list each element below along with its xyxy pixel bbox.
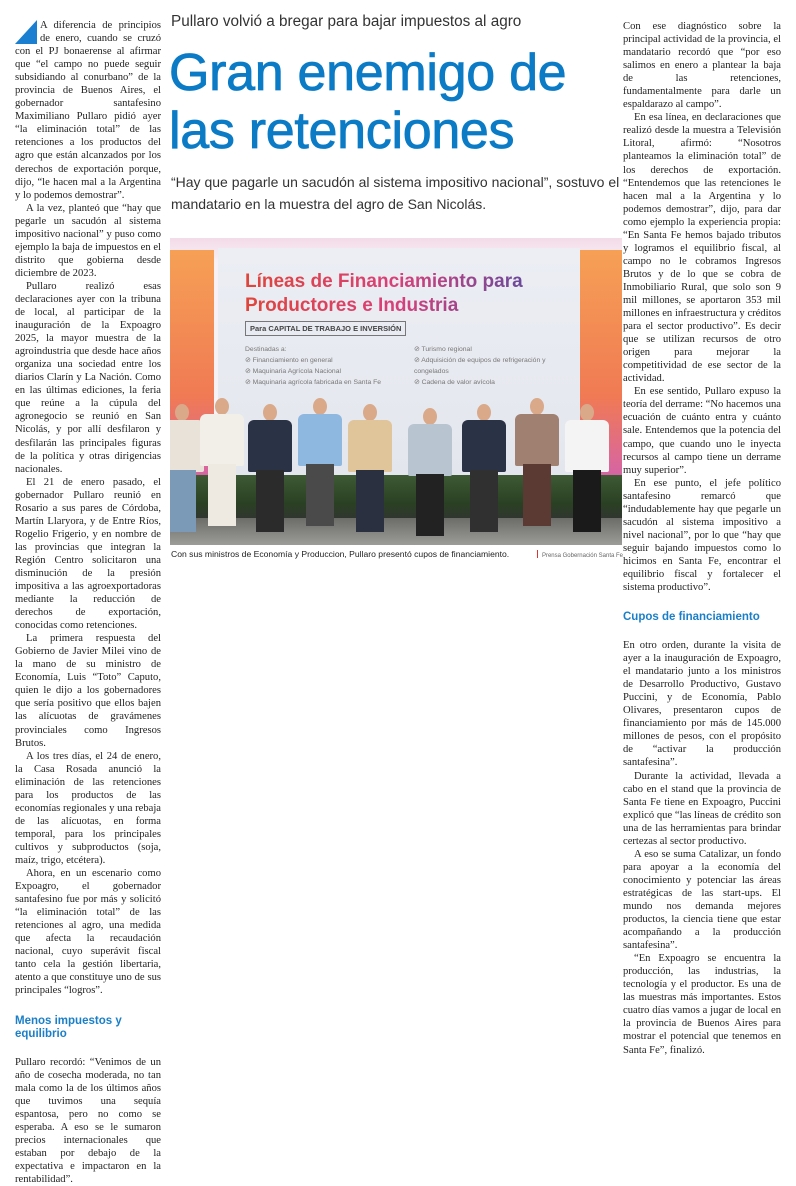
paragraph: A los tres días, el 24 de enero, la Casa Rosada anunció la eliminación de las retenciones para los productos de las economías regionales y una rebaja de las alícuotas, en forma temporal, para los principales cultivos y subproductos (soja, maíz, trigo, etcétera). <box>15 750 161 866</box>
screen-list-item: ⊘ Maquinaria agrícola fabricada en Santa Fe <box>245 379 382 386</box>
paragraph: “En Expoagro se encuentra la producción, las industrias, la tecnología y el productor. Es una de las muestras más importantes. Estos cuatro días vamos a jugar de local en la provincia de Buenos Aires para mostrar el potencial que tenemos en Santa Fe”, finalizó. <box>623 953 781 1056</box>
headline <box>169 44 619 160</box>
paragraph: A la vez, planteó que “hay que pegarle un sacudón al sistema impositivo nacional” y puso como ejemplo la baja de impuestos en el distrito que gobierna desde diciembre de 2023. <box>15 202 161 279</box>
right-paragraphs <box>623 20 781 594</box>
deck: “Hay que pagarle un sacudón al sistema impositivo nacional”, sostuvo el mandatario en la muestra del agro de San Nicolás. <box>171 174 620 212</box>
person-figure <box>200 398 244 526</box>
right-paragraphs-after <box>623 639 781 1057</box>
screen-list-item: congelados <box>414 368 449 375</box>
subhead-menos-impuestos: Menos impuestos y equilibrio <box>15 1014 122 1040</box>
screen-list-item: Destinadas a: <box>245 346 287 353</box>
left-paragraphs-after <box>15 1056 161 1186</box>
headline-line: las retenciones <box>169 102 515 160</box>
paragraph: Ahora, en un escenario como Expoagro, el gobernador santafesino fue por más y solicitó “la eliminación total” de las retenciones al agro, una medida que afecta la recaudación nacional, cuyo superávit fiscal tanto cela la gestión libertaria, atento a que constituye uno de sus principales “logros”. <box>15 868 161 997</box>
paragraph: A diferencia de principios de enero, cuando se cruzó con el PJ bonaerense al afirmar que “el campo no puede seguir subsidiando al conurbano” de la provincia de Buenos Aires, el gobernador santafesino Maximiliano Pullaro pidió ayer “la eliminación total” de las retenciones a los productos del agro que están alcanzados por los derechos de exportación porque, dijo, “le hacen mal a la Argentina y lo podemos demostrar”. <box>15 20 161 201</box>
paragraph: En otro orden, durante la visita de ayer a la inauguración de Expoagro, el mandatario junto a los ministros de Desarrollo Productivo, Gustavo Puccini, y de Economía, Pablo Olivares, presentaron cupos de financiamiento por más de 145.000 millones de pesos, con el propósito de “activar la producción santafesina”. <box>623 640 781 769</box>
paragraph: Pullaro realizó esas declaraciones ayer con la tribuna de local, al participar de la inauguración de la Expoagro 2025, la mayor muestra de la agroindustria que desde hace años organiza una sociedad entre los diarios Clarín y La Nación. Como en las últimas ediciones, la feria que reúne a la cúpula del agronegocio se reunió en San Nicolás, y por allí desfilaron y desfilarán las principales figuras de la política y otras dirigencias nacionales. <box>15 280 161 475</box>
left-column <box>15 19 161 1186</box>
paragraph: La primera respuesta del Gobierno de Javier Milei vino de la mano de su ministro de Economía, Luis “Toto” Caputo, quien le dijo a los gobernadores que sería positivo que ellos bajen las alícuotas de gravámenes provinciales como Ingresos Brutos. <box>15 633 161 749</box>
person-figure <box>298 398 342 526</box>
photo-caption <box>171 549 623 559</box>
kicker: Pullaro volvió a bregar para bajar impuestos al agro <box>171 13 522 30</box>
paragraph: Durante la actividad, llevada a cabo en el stand que la provincia de Santa Fe tiene en Expoagro, Puccini explicó que “las líneas de crédito son una de las herramientas para brindar certezas al sector productivo. <box>623 770 781 847</box>
paragraph: Pullaro recordó: “Venimos de un año de cosecha moderada, no tan mala como la de los últimos años que tuvimos una sequía espantosa, pero no como se esperaba. A eso se le sumaron precios internacionales que estaban por debajo de la expectativa e impactaron en la rentabilidad”. <box>15 1056 161 1185</box>
person-figure <box>462 404 506 532</box>
right-column <box>623 20 781 1057</box>
screen-list-item: ⊘ Adquisición de equipos de refrigeración y <box>414 357 546 364</box>
screen-box: Para CAPITAL DE TRABAJO E INVERSIÓN <box>245 321 406 336</box>
caption-text: Con sus ministros de Economía y Produccion, Pullaro presentó cupos de financiamiento. <box>171 549 510 559</box>
screen-title <box>245 270 523 318</box>
screen-list-item: ⊘ Cadena de valor avícola <box>414 379 495 386</box>
person-figure <box>515 398 559 526</box>
person-figure <box>248 404 292 532</box>
screen-title-line: Líneas de Financiamiento para <box>245 271 523 292</box>
event-photo <box>170 238 622 545</box>
paragraph: A eso se suma Catalizar, un fondo para apoyar a la economía del conocimiento y potenciar las áreas estratégicas de las start-ups. El mundo nos demanda mejores productos, la ciencia tiene que estar acompañando a la producción santafesina”. <box>623 848 781 952</box>
screen-list-item: ⊘ Maquinaria Agrícola Nacional <box>245 368 341 375</box>
paragraph: En ese sentido, Pullaro expuso la teoría del derrame: “No hacemos una ecuación de cuánto entra y cuánto sale. Entendemos que la potencia del campo, que cuando uno le inyecta recursos al campo tiene un derrame muy superior”. <box>623 386 781 476</box>
person-figure <box>565 404 609 532</box>
screen-list-item: ⊘ Financiamiento en general <box>245 357 333 364</box>
subhead-cupos: Cupos de financiamiento <box>623 611 760 624</box>
paragraph: En esa línea, en declaraciones que realizó desde la muestra a Televisión Litoral, afirmó: “Nosotros planteamos la eliminación total” de los derechos de exportación. “Entendemos que las retenciones le hacen mal a la Argentina y lo podemos demostrar”, dijo, para dar como ejemplo la experiencia propia: “En Santa Fe hemos bajado tributos y logramos el equilibrio fiscal, al campo no le cobramos Ingresos Brutos y de lo que se cobra de Inmobiliario Rural, que solo son 9 mil millones, se aportaron 353 mil millones en infraestructura y créditos para el sector productivo”. Es decir que se utilizan recursos de otro origen para mejorar la competitividad de ese sector de la actividad. <box>623 112 781 385</box>
screen-list-right <box>414 344 546 388</box>
screen-list-item: ⊘ Turismo regional <box>414 346 472 353</box>
photo-credit: Prensa Gobernación Santa Fe <box>537 550 623 559</box>
person-figure <box>348 404 392 532</box>
person-figure <box>408 408 452 536</box>
left-paragraphs <box>15 19 161 998</box>
person-figure <box>170 404 204 532</box>
screen-list-left <box>245 344 381 388</box>
paragraph: En ese punto, el jefe político santafesino remarcó que “indudablemente hay que pegarle un sacudón al sistema impositivo a nivel nacional”, por lo que “hay que seguir bajando impuestos como lo hicimos en Santa Fe, encontrar el equilibrio fiscal y fortalecer el sistema productivo”. <box>623 477 781 594</box>
paragraph: El 21 de enero pasado, el gobernador Pullaro reunió en Rosario a sus pares de Córdoba, Martín Llaryora, y de Entre Ríos, Rogelio Frigerio, y en nombre de las provincias que integran la Región Centro solicitaron una disminución de la presión impositiva a las agroexportadoras mediante la reducción de derechos de exportación, conocidas como retenciones. <box>15 476 161 632</box>
paragraph: Con ese diagnóstico sobre la principal actividad de la provincia, el mandatario recordó que “por eso salimos en enero a plantear la baja de las retenciones, fundamentalmente para darle un espaldarazo al campo”. <box>623 21 781 111</box>
screen-title-line: Productores e Industria <box>245 295 459 316</box>
headline-line: Gran enemigo de <box>169 44 567 102</box>
